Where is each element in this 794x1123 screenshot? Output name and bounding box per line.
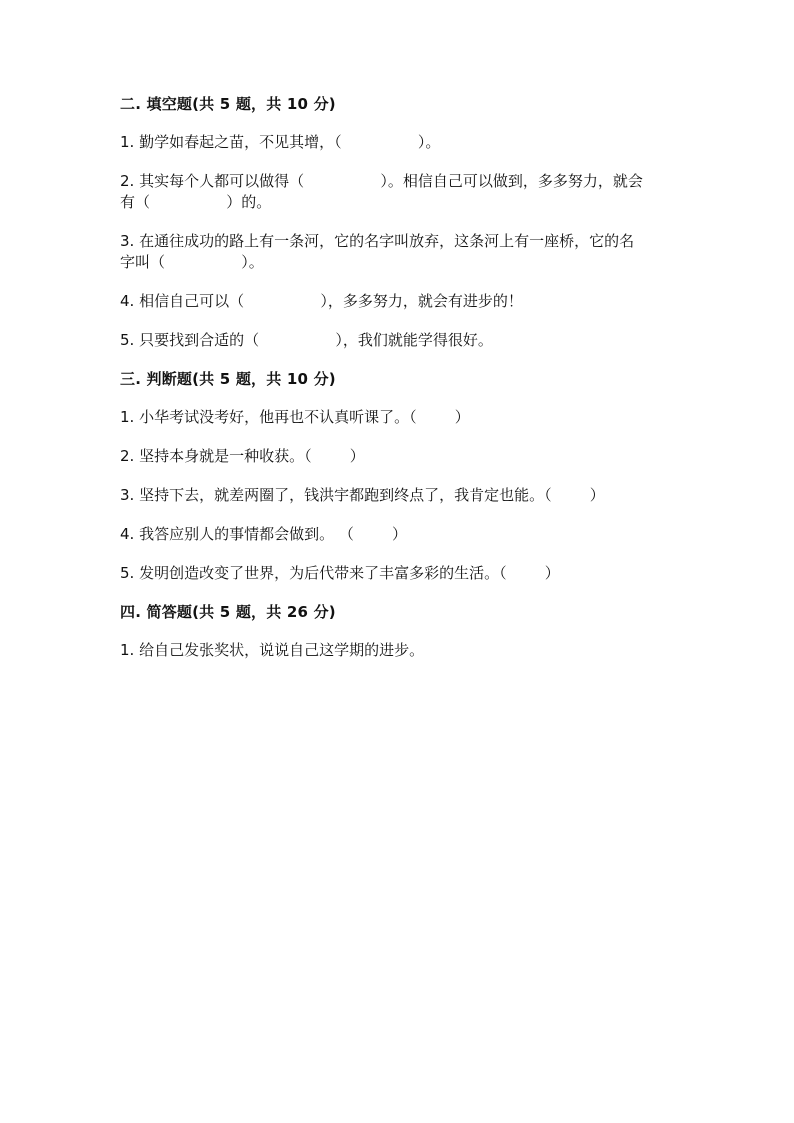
exam-content <box>120 94 680 679</box>
true-false-question-2: 2. 坚持本身就是一种收获。（ ） <box>120 447 365 465</box>
section-title-fill-blank: 二. 填空题(共 5 题，共 10 分) <box>120 95 336 113</box>
section-title-true-false: 三. 判断题(共 5 题，共 10 分) <box>120 370 336 388</box>
true-false-question-5: 5. 发明创造改变了世界，为后代带来了丰富多彩的生活。（ ） <box>120 564 560 582</box>
fill-blank-question-5: 5. 只要找到合适的（ ），我们就能学得很好。 <box>120 331 493 349</box>
short-answer-question-1: 1. 给自己发张奖状，说说自己这学期的进步。 <box>120 641 425 659</box>
fill-blank-question-1: 1. 勤学如春起之苗，不见其增，（ ）。 <box>120 133 441 151</box>
section-title-short-answer: 四. 简答题(共 5 题，共 26 分) <box>120 603 336 621</box>
fill-blank-question-2: 2. 其实每个人都可以做得（ ）。相信自己可以做到，多多努力，就会 有（ ）的。 <box>120 172 643 211</box>
true-false-question-3: 3. 坚持下去，就差两圈了，钱洪宇都跑到终点了，我肯定也能。（ ） <box>120 486 605 504</box>
fill-blank-question-3: 3. 在通往成功的路上有一条河，它的名字叫放弃，这条河上有一座桥，它的名 字叫（ ）。 <box>120 232 635 271</box>
fill-blank-question-4: 4. 相信自己可以（ ），多多努力，就会有进步的！ <box>120 292 523 310</box>
true-false-question-1: 1. 小华考试没考好，他再也不认真听课了。（ ） <box>120 408 470 426</box>
true-false-question-4: 4. 我答应别人的事情都会做到。 （ ） <box>120 525 407 543</box>
